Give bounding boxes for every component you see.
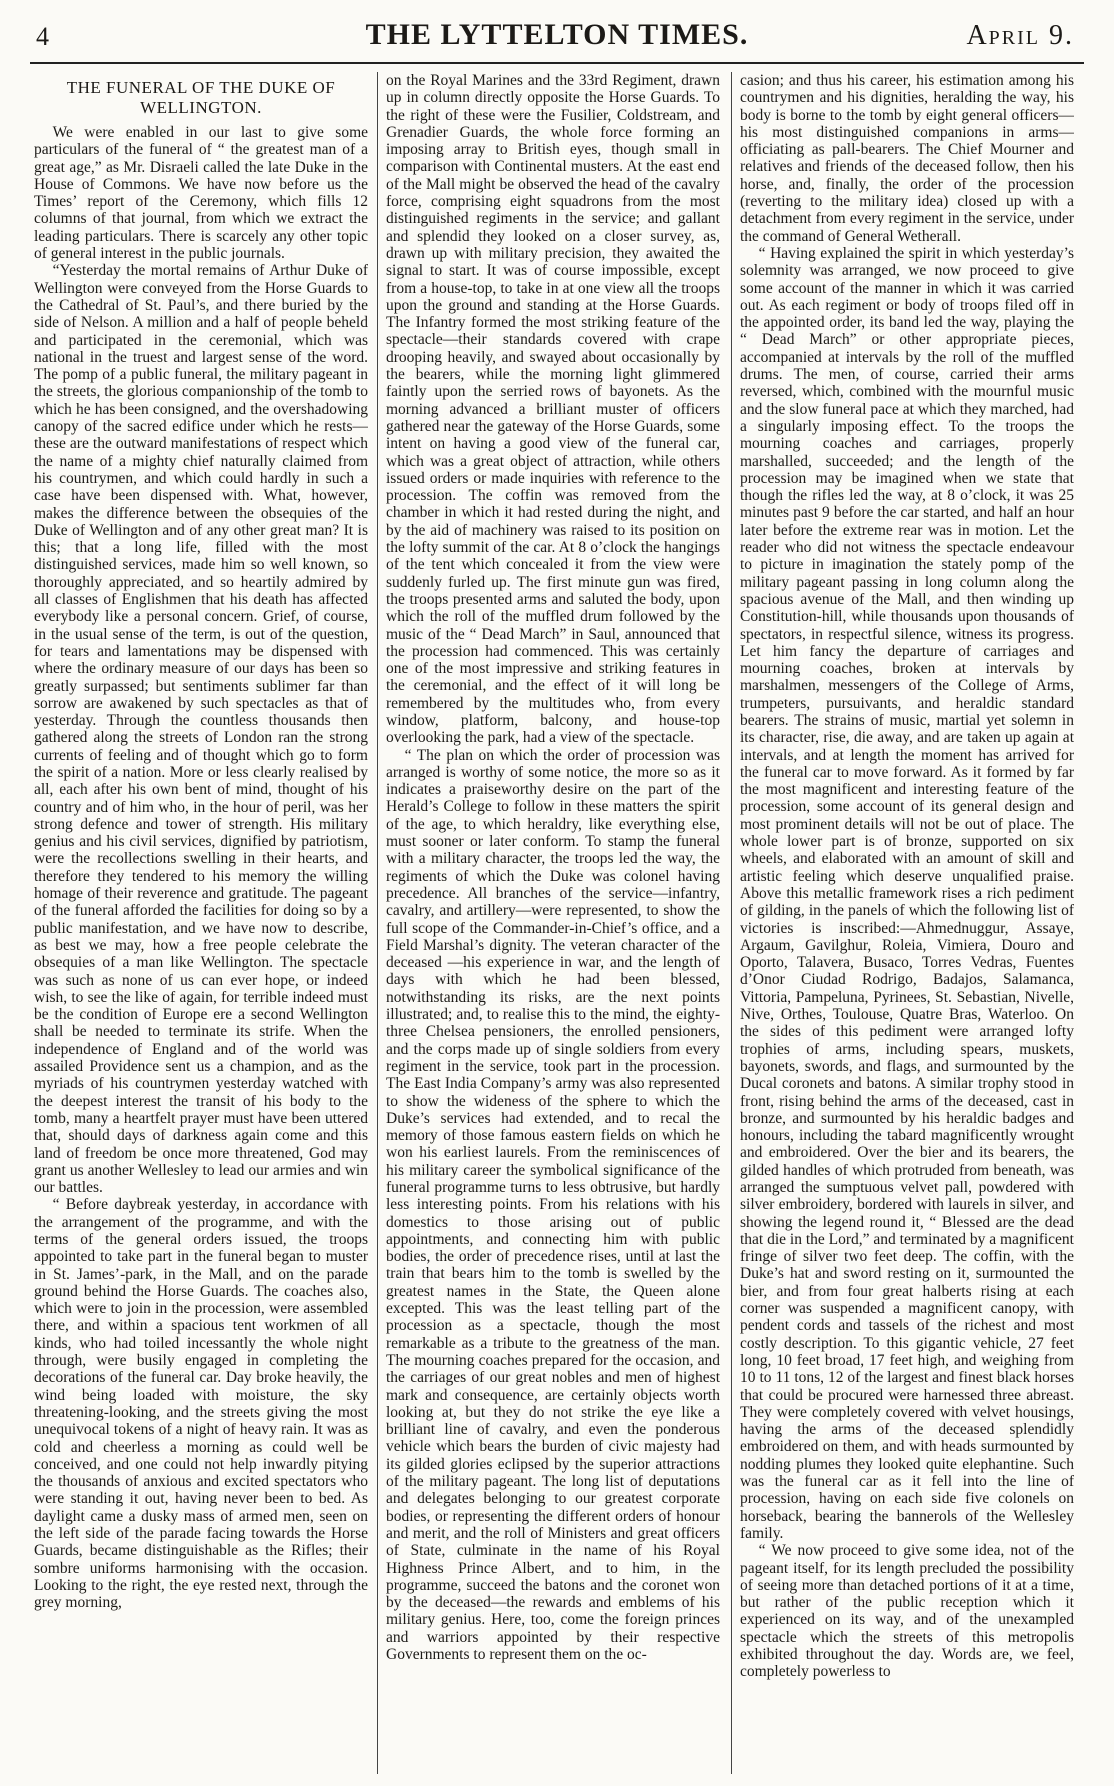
paragraph: “ Before daybreak yesterday, in accordance with the arrangement of the programme, and with the terms of the general orders issued, the troops appointed to take part in the funeral began to muster in St. James’-park, in the Mall, and on the parade ground behind the Horse Guards. The coaches also, which were to join in the procession, were assembled there, and within a spacious tent workmen of all kinds, who had toiled incessantly the whole night through, were busily engaged in completing the decorations of the funeral car. Day broke heavily, the wind being loaded with moisture, the sky threatening-looking, and the streets giving the most unequivocal tokens of a night of heavy rain. It was as cold and cheerless a morning as could well be conceived, and one could not help inwardly pitying the thousands of anxious and excited spectators who were standing it out, having never been to bed. As daylight came a dusky mass of armed men, seen on the left side of the parade facing towards the Horse Guards, became distinguishable as the Rifles; their sombre uniforms harmonising with the occasion. Looking to the right, the eye rested next, through the grey morning, [34, 1196, 368, 1612]
paragraph: We were enabled in our last to give some particulars of the funeral of “ the greatest man of a great age,” as Mr. Disraeli called the late Duke in the House of Commons. We have now before us the Times’ report of the Ceremony, which fills 12 columns of that journal, from which we extract the leading particulars. There is scarcely any other topic of general interest in the public journals. [34, 124, 368, 263]
newspaper-title: THE LYTTELTON TIMES. [365, 18, 749, 51]
paragraph: “Yesterday the mortal remains of Arthur Duke of Wellington were conveyed from the Horse Guards to the Cathedral of St. Paul’s, and there buried by the side of Nelson. A million and a half of people beheld and participated in the ceremonial, which was national in the truest and largest sense of the word. The pomp of a public funeral, the military pageant in the streets, the glorious companionship of the tomb to which he has been consigned, and the overshadowing canopy of the sacred edifice under which he rests—these are the outward manifestations of respect which the name of a mighty chief naturally claimed from his countrymen, and which could hardly in such a case have been dispensed with. What, however, makes the difference between the obsequies of the Duke of Wellington and of any other great man? It is this; that a long life, filled with the most distinguished services, made him so well known, so thoroughly appreciated, and so heartily admired by all classes of Englishmen that his death has affected everybody like a personal concern. Grief, of course, in the usual sense of the term, is out of the question, for tears and lamentations may be dispensed with where the ordinary measure of our days has been so greatly surpassed; but sentiments sublimer far than sorrow are awakened by such spectacles as that of yesterday. Through the countless thousands then gathered along the streets of London ran the strong currents of feeling and of thought which go to form the spirit of a nation. More or less clearly realised by all, each after his own bent of mind, thought of his country and of him who, in the hour of peril, was her strong defence and tower of strength. His military genius and his civil services, dignified by patriotism, were the recollections swelling in their hearts, and therefore they tendered to his memory the willing homage of their reverence and gratitude. The pageant of the funeral afforded the facilities for doing so by a public manifestation, and we have now to describe, as best we may, how a free people celebrate the obsequies of a man like Wellington. The spectacle was such as none of us can ever hope, or indeed wish, to see the like of again, for terrible indeed must be the condition of Europe ere a second Wellington shall be needed to terminate its strife. When the independence of England and of the world was assailed Providence sent us a champion, and as the myriads of his countrymen yesterday watched with the deepest interest the transit of his body to the tomb, many a heartfelt prayer must have been uttered that, should days of darkness again come and this land of freedom be once more threatened, God may grant us another Wellesley to lead our armies and win our battles. [34, 262, 368, 1197]
paragraph: “ We now proceed to give some idea, not of the pageant itself, for its length precluded the possibility of seeing more than detached portions of it at a time, but rather of the public reception which it experienced on its way, and of the unexampled spectacle which the streets of this metropolis exhibited throughout the day. Words are, we feel, completely powerless to [740, 1542, 1074, 1681]
column-2 [386, 72, 720, 1772]
paragraph: “ Having explained the spirit in which yesterday’s solemnity was arranged, we now proceed to give some account of the manner in which it was carried out. As each regiment or body of troops filed off in the appointed order, its band led the way, playing the “ Dead March” or other appropriate pieces, accompanied at intervals by the roll of the muffled drums. The men, of course, carried their arms reversed, which, combined with the mournful music and the slow funeral pace at which they marched, had a singularly imposing effect. To the troops the mourning coaches and carriages, properly marshalled, succeeded; and the length of the procession may be imagined when we state that though the rifles led the way, at 8 o’clock, it was 25 minutes past 9 before the car started, and half an hour later before the extreme rear was in motion. Let the reader who did not witness the spectacle endeavour to picture in imagination the stately pomp of the military pageant passing in long column along the spacious avenue of the Mall, and then winding up Constitution-hill, while thousands upon thousands of spectators, in respectful silence, witness its progress. Let him fancy the departure of carriages and mourning coaches, broken at intervals by marshalmen, messengers of the College of Arms, trumpeters, pursuivants, and heraldic standard bearers. The strains of music, martial yet solemn in its character, rise, die away, and are taken up again at intervals, and at length the moment has arrived for the funeral car to move forward. As it formed by far the most magnificent and interesting feature of the procession, some account of its general design and most prominent details will not be out of place. The whole lower part is of bronze, supported on six wheels, and elaborated with an amount of skill and artistic feeling which deserve unqualified praise. Above this metallic framework rises a rich pediment of gilding, in the panels of which the following list of victories is inscribed:—Ahmednuggur, Assaye, Argaum, Gavilghur, Roleia, Vimiera, Douro and Oporto, Talavera, Busaco, Torres Vedras, Fuentes d’Onor Ciudad Rodrigo, Badajos, Salamanca, Vittoria, Pampeluna, Pyrinees, St. Sebastian, Nivelle, Nive, Orthes, Toulouse, Quatre Bras, Waterloo. On the sides of this pediment were arranged lofty trophies of arms, including spears, muskets, bayonets, swords, and flags, and surmounted by the Ducal coronets and batons. A similar trophy stood in front, rising behind the arms of the deceased, cast in bronze, and surmounted by his heraldic badges and honours, including the tabard magnificently wrought and embroidered. Over the bier and its bearers, the gilded handles of which protruded from beneath, was arranged the sumptuous velvet pall, powdered with silver embroidery, bordered with laurels in silver, and showing the legend round it, “ Blessed are the dead that die in the Lord,” and terminated by a magnificent fringe of silver two feet deep. The coffin, with the Duke’s hat and sword resting on it, surmounted the bier, and from four great halberts rising at each corner was suspended a magnificent canopy, with pendent cords and tassels of the richest and most costly description. To this gigantic vehicle, 27 feet long, 10 feet broad, 17 feet high, and weighing from 10 to 11 tons, 12 of the largest and finest black horses that could be procured were harnessed three abreast. They were completely covered with velvet housings, having the arms of the deceased splendidly embroidered on them, and with heads surmounted by nodding plumes they looked quite elephantine. Such was the funeral car as it fell into the line of procession, having on each side five colonels on horseback, bearing the bannerols of the Wellesley family. [740, 244, 1074, 1542]
column-divider [377, 72, 378, 1774]
paragraph: casion; and thus his career, his estimation among his countrymen and his dignities, heralding the way, his body is borne to the tomb by eight general officers—his most distinguished companions in arms—officiating as pall-bearers. The Chief Mourner and relatives and friends of the deceased follow, then his horse, and, finally, the order of the procession (reverting to the military idea) closed up with a detachment from every regiment in the service, under the command of General Wetherall. [740, 72, 1074, 245]
headline-line-2: WELLINGTON. [140, 98, 262, 117]
column-3 [740, 72, 1074, 1772]
page-number: 4 [36, 22, 49, 51]
article-headline [34, 78, 368, 118]
masthead [0, 0, 1114, 64]
column-1 [34, 72, 368, 1772]
headline-line-1: THE FUNERAL OF THE DUKE OF [66, 78, 336, 97]
issue-date: April 9. [966, 20, 1074, 51]
column-divider [731, 72, 732, 1774]
paragraph: “ The plan on which the order of procession was arranged is worthy of some notice, the more so as it indicates a praiseworthy desire on the part of the Herald’s College to follow in these matters the spirit of the age, to which heraldry, like everything else, must sooner or later conform. To stamp the funeral with a military character, the troops led the way, the regiments of which the Duke was colonel having precedence. All branches of the service—infantry, cavalry, and artillery—were represented, to show the full scope of the Commander-in-Chief’s office, and a Field Marshal’s dignity. The veteran character of the deceased —his experience in war, and the length of days with which he had been blessed, notwithstanding its risks, are the next points illustrated; and, to realise this to the mind, the eighty-three Chelsea pensioners, the enrolled pensioners, and the corps made up of single soldiers from every regiment in the service, took part in the procession. The East India Company’s army was also represented to show the wideness of the sphere to which the Duke’s services had extended, and to recal the memory of those famous eastern fields on which he won his earliest laurels. From the reminiscences of his military career the symbolical significance of the funeral programme turns to less obtrusive, but hardly less interesting points. From his relations with his domestics to those arising out of public appointments, and connecting him with public bodies, the order of precedence rises, until at last the train that bears him to the tomb is swelled by the greatest names in the State, the Queen alone excepted. This was the least telling part of the procession as a spectacle, though the most remarkable as a tribute to the greatness of the man. The mourning coaches prepared for the occasion, and the carriages of our great nobles and men of highest mark and consequence, are certainly objects worth looking at, but they do not strike the eye like a brilliant line of cavalry, and even the ponderous vehicle which bears the burden of civic majesty had its gilded glories eclipsed by the superior attractions of the military pageant. The long list of deputations and delegates belonging to our greatest corporate bodies, or representing the different orders of honour and merit, and the roll of Ministers and great officers of State, culminate in the name of his Royal Highness Prince Albert, and to him, in the programme, succeed the batons and the coronet won by the deceased—the rewards and emblems of his military genius. Here, too, come the foreign princes and warriors appointed by their respective Governments to represent them on the oc- [386, 746, 720, 1664]
masthead-rule [30, 62, 1084, 64]
paragraph: on the Royal Marines and the 33rd Regiment, drawn up in column directly opposite the Horse Guards. To the right of these were the Fusilier, Coldstream, and Grenadier Guards, the whole force forming an imposing array to British eyes, though small in comparison with Continental musters. At the east end of the Mall might be observed the head of the cavalry force, comprising eight squadrons from the most distinguished regiments in the service; and gallant and splendid they looked on a closer survey, as, drawn up with military precision, they awaited the signal to start. It was of course impossible, except from a house-top, to take in at one view all the troops upon the ground and standing at the Horse Guards. The Infantry formed the most striking feature of the spectacle—their standards covered with crape drooping heavily, and swayed about occasionally by the bearers, while the morning light glimmered faintly upon the serried rows of bayonets. As the morning advanced a brilliant muster of officers gathered near the gateway of the Horse Guards, some intent on having a good view of the funeral car, which was a great object of attraction, while others issued orders or made inquiries with reference to the procession. The coffin was removed from the chamber in which it had rested during the night, and by the aid of machinery was raised to its position on the lofty summit of the car. At 8 o’clock the hangings of the tent which concealed it from the view were suddenly furled up. The first minute gun was fired, the troops presented arms and saluted the body, upon which the roll of the muffled drum followed by the music of the “ Dead March” in Saul, announced that the procession had commenced. This was certainly one of the most impressive and striking features in the ceremonial, and the effect of it will long be remembered by the multitudes who, from every window, platform, balcony, and house-top overlooking the park, had a view of the spectacle. [386, 72, 720, 747]
